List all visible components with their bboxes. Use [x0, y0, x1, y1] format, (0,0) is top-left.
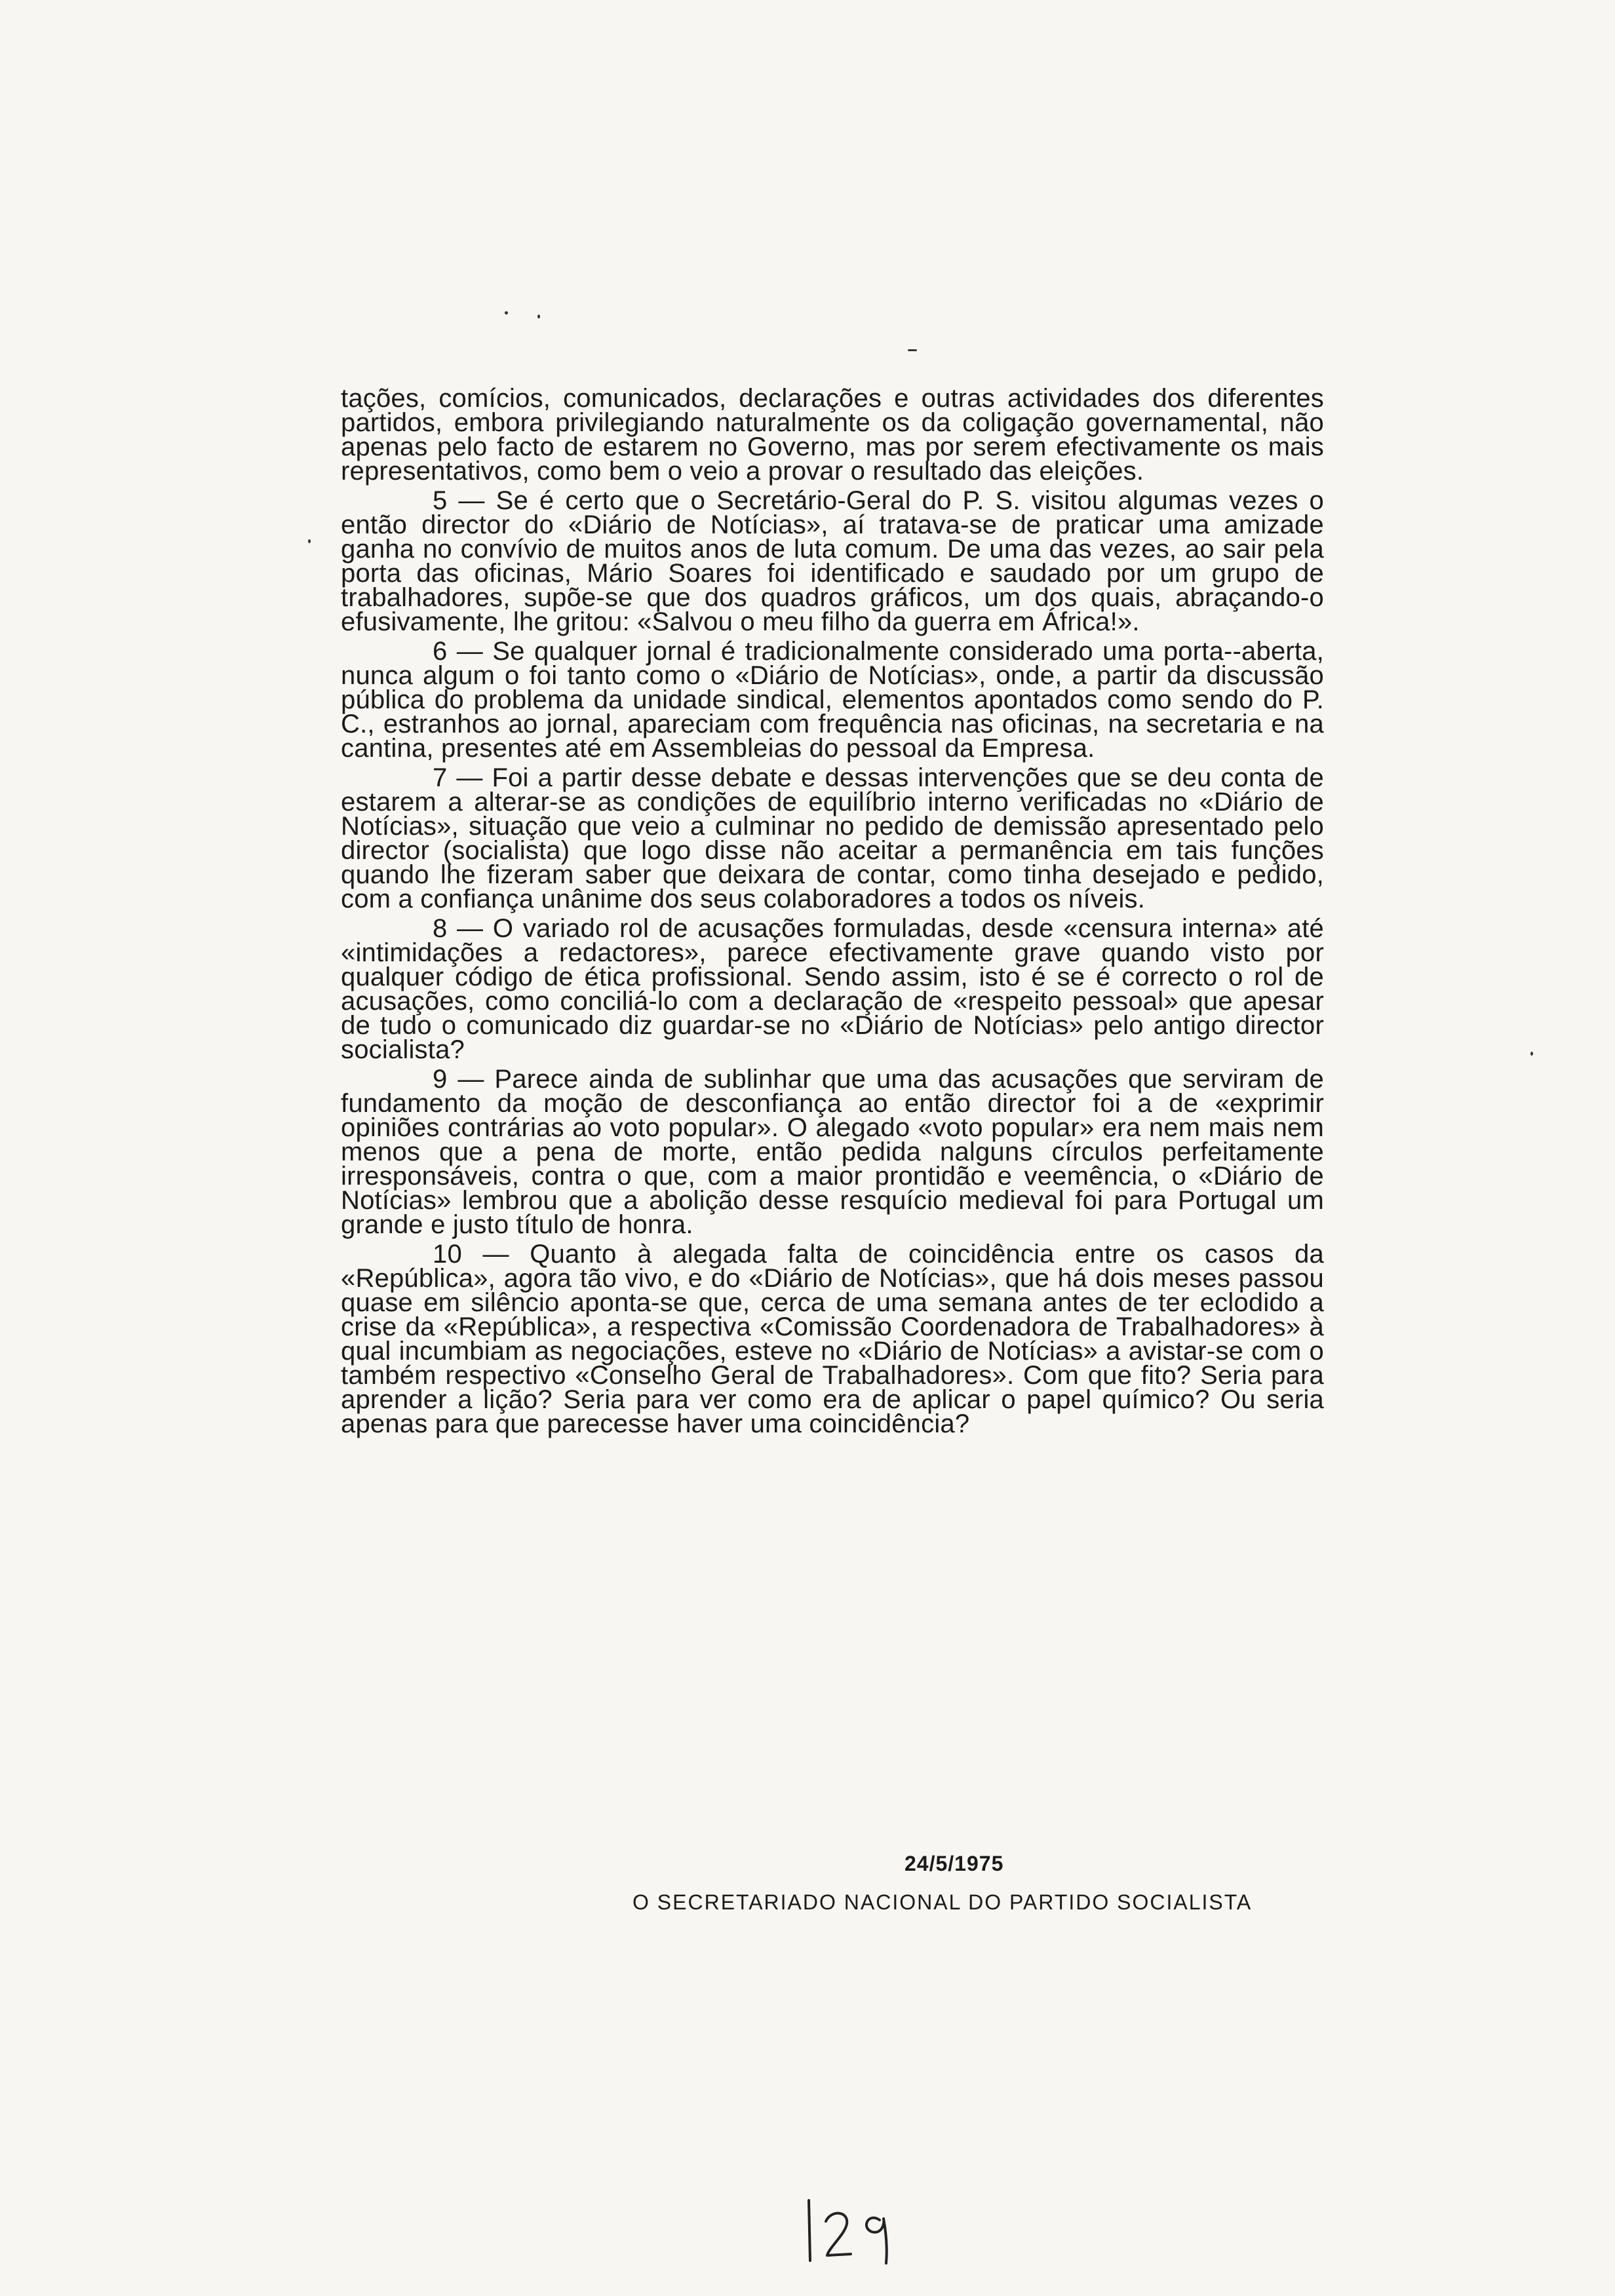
scan-speck — [308, 539, 311, 543]
scan-speck — [505, 311, 508, 315]
paragraph-8 — [341, 914, 1324, 1064]
scan-speck — [537, 315, 540, 318]
paragraph-text: Parece ainda de sublinhar que uma das acusações que serviram de fundamento da moção de desconfiança ao então director foi a de «exprimir opiniões contrárias ao voto popular». O alegado «voto popular» era nem mais nem menos que a pena de morte, então pedida nalguns círculos perfeitamente irresponsáveis, contra o que, com a maior prontidão e veemência, o «Diário de Notícias» lembrou que a abolição desse resquício medieval foi para Portugal um grande e justo título de honra. — [341, 1065, 1324, 1239]
paragraph-number: 7 — — [433, 763, 483, 792]
paragraph-7 — [341, 763, 1324, 913]
paragraph-number: 8 — — [433, 914, 484, 943]
paragraph-10 — [341, 1242, 1324, 1436]
paragraph-number: 6 — — [433, 637, 483, 666]
scan-speck — [1530, 1052, 1533, 1056]
handwritten-page-number — [800, 2195, 918, 2267]
paragraph-continuation — [341, 384, 1324, 486]
paragraph-number: 9 — — [433, 1065, 484, 1094]
paragraph-number: 5 — — [433, 486, 485, 515]
paragraph-text: O variado rol de acusações formuladas, desde «censura interna» até «intimidações a redactores», parece efectivamente grave quando visto por qualquer código de ética profissional. Sendo assim, isto é se é correcto o rol de acusações, como conciliá-lo com a declaração de «respeito pessoal» que apesar de tudo o comunicado diz guardar-se no «Diário de Notícias» pelo antigo director socialista? — [341, 914, 1324, 1064]
paragraph-text: Se é certo que o Secretário-Geral do P. S. visitou algumas vezes o então director do «Diário de Notícias», aí tratava-se de praticar uma amizade ganha no convívio de muitos anos de luta comum. De uma das vezes, ao sair pela porta das oficinas, Mário Soares foi identificado e saudado por um grupo de trabalhadores, supõe-se que dos quadros gráficos, um dos quais, abraçando-o efusivamente, lhe gritou: «Salvou o meu filho da guerra em África!». — [341, 486, 1324, 636]
signature: O SECRETARIADO NACIONAL DO PARTIDO SOCIALISTA — [632, 1890, 1253, 1914]
paragraph-text: Foi a partir desse debate e dessas intervenções que se deu conta de estarem a alterar-se as condições de equilíbrio interno verificadas no «Diário de Notícias», situação que veio a culminar no pedido de demissão apresentado pelo director (socialista) que logo disse não aceitar a permanência em tais funções quando lhe fizeram saber que deixara de contar, como tinha desejado e pedido, com a confiança unânime dos seus colaboradores a todos os níveis. — [341, 763, 1324, 913]
paragraph-text: Quanto à alegada falta de coincidência entre os casos da «República», agora tão vivo, e do «Diário de Notícias», que há dois meses passou quase em silêncio aponta-se que, cerca de uma semana antes de ter eclodido a crise da «República», a respectiva «Comissão Coordenadora de Trabalhadores» à qual incumbiam as negociações, esteve no «Diário de Notícias» a avistar-se com o também respectivo «Conselho Geral de Trabalhadores». Com que fito? Seria para aprender a lição? Seria para ver como era de aplicar o papel químico? Ou seria apenas para que parecesse haver uma coincidência? — [341, 1240, 1324, 1438]
scan-speck — [908, 349, 917, 351]
document-date: 24/5/1975 — [905, 1852, 1004, 1875]
body-text — [341, 384, 1324, 1442]
paragraph-text: Se qualquer jornal é tradicionalmente considerado uma porta--aberta, nunca algum o foi tanto como o «Diário de Notícias», onde, a partir da discussão pública do problema da unidade sindical, elementos apontados como sendo do P. C., estranhos ao jornal, apareciam com frequência nas oficinas, na secretaria e na cantina, presentes até em Assembleias do pessoal da Empresa. — [341, 637, 1324, 763]
paragraph-text: tações, comícios, comunicados, declarações e outras actividades dos diferentes partidos, embora privilegiando naturalmente os da coligação governamental, não apenas pelo facto de estarem no Governo, mas por serem efectivamente os mais representativos, como bem o veio a provar o resultado das eleições. — [341, 384, 1324, 486]
paragraph-9 — [341, 1067, 1324, 1237]
paragraph-5 — [341, 486, 1324, 636]
paragraph-6 — [341, 637, 1324, 763]
paragraph-number: 10 — — [433, 1240, 509, 1269]
